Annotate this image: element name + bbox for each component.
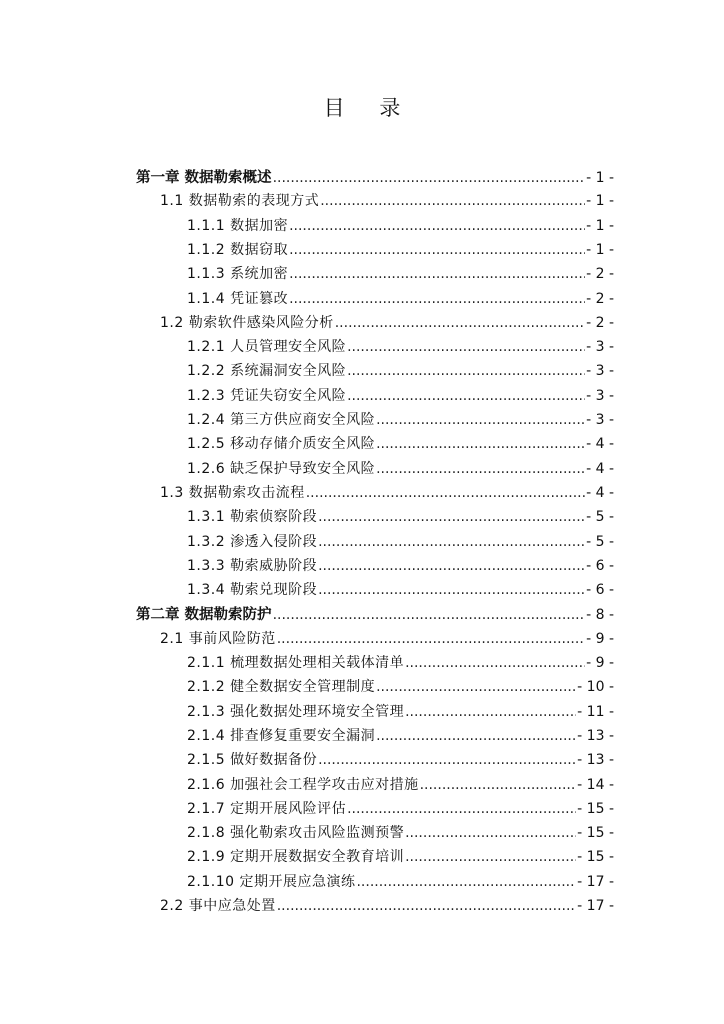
toc-page-number: - 15 - xyxy=(577,825,614,842)
toc-dot-leader xyxy=(405,704,576,720)
toc-entry[interactable] xyxy=(187,239,614,261)
toc-entry-title: 1.1.3 系统加密 xyxy=(187,266,289,283)
toc-entry[interactable] xyxy=(136,603,614,625)
toc-entry-title: 第一章 数据勒索概述 xyxy=(136,170,272,186)
toc-dot-leader xyxy=(277,631,585,647)
toc-dot-leader xyxy=(318,582,585,598)
toc-dot-leader xyxy=(347,801,576,817)
toc-dot-leader xyxy=(420,777,577,793)
toc-entry-title: 2.1.3 强化数据处理环境安全管理 xyxy=(187,703,405,720)
toc-dot-leader xyxy=(405,655,585,671)
toc-dot-leader xyxy=(376,412,585,428)
toc-entry-title: 2.1.1 梳理数据处理相关载体清单 xyxy=(187,655,405,671)
toc-page-number: - 3 - xyxy=(586,412,614,428)
toc-entry-title: 第二章 数据勒索防护 xyxy=(136,607,272,624)
toc-entry[interactable] xyxy=(187,458,614,480)
toc-dot-leader xyxy=(289,291,585,307)
toc-entry-title: 1.3.3 勒索威胁阶段 xyxy=(187,557,318,574)
toc-entry[interactable] xyxy=(187,846,614,868)
toc-page-number: - 5 - xyxy=(586,509,614,526)
toc-page-number: - 2 - xyxy=(586,290,614,307)
toc-entry[interactable] xyxy=(187,701,614,723)
toc-entry[interactable] xyxy=(160,895,614,917)
toc-entry-title: 2.1.5 做好数据备份 xyxy=(187,752,318,769)
toc-dot-leader xyxy=(405,825,576,841)
toc-entry[interactable] xyxy=(187,506,614,528)
toc-dot-leader xyxy=(289,218,585,234)
toc-entry[interactable] xyxy=(187,531,614,553)
toc-page-number: - 9 - xyxy=(586,630,614,647)
toc-page-number: - 15 - xyxy=(577,800,614,817)
toc-entry-title: 2.1.2 健全数据安全管理制度 xyxy=(187,679,376,696)
toc-entry-title: 1.2.4 第三方供应商安全风险 xyxy=(187,412,376,428)
toc-page-number: - 6 - xyxy=(586,582,614,599)
toc-dot-leader xyxy=(335,315,585,331)
toc-page-number: - 3 - xyxy=(586,363,614,380)
toc-dot-leader xyxy=(376,461,585,477)
toc-dot-leader xyxy=(376,728,576,744)
toc-page-number: - 1 - xyxy=(586,241,614,258)
toc-dot-leader xyxy=(306,485,585,501)
toc-entry-title: 1.1.4 凭证篡改 xyxy=(187,290,289,307)
toc-page-number: - 3 - xyxy=(586,339,614,356)
toc-dot-leader xyxy=(347,388,585,404)
page-title: 目 录 xyxy=(323,96,415,120)
toc-entry-title: 1.1.2 数据窃取 xyxy=(187,241,289,258)
toc-page-number: - 1 - xyxy=(586,217,614,234)
toc-entry-title: 1.2 勒索软件感染风险分析 xyxy=(160,314,334,331)
toc-entry[interactable] xyxy=(187,215,614,237)
toc-entry[interactable] xyxy=(187,871,614,893)
toc-dot-leader xyxy=(347,363,585,379)
toc-entry-title: 2.1.7 定期开展风险评估 xyxy=(187,800,347,817)
toc-entry-title: 2.1.10 定期开展应急演练 xyxy=(187,873,356,890)
toc-entry[interactable] xyxy=(187,725,614,747)
toc-entry-title: 1.2.2 系统漏洞安全风险 xyxy=(187,363,347,380)
toc-entry[interactable] xyxy=(187,579,614,601)
toc-dot-leader xyxy=(318,509,585,525)
toc-entry-title: 2.1.4 排查修复重要安全漏洞 xyxy=(187,727,376,744)
toc-dot-leader xyxy=(347,339,585,355)
toc-entry[interactable] xyxy=(187,822,614,844)
toc-entry[interactable] xyxy=(136,166,614,188)
toc-page-number: - 6 - xyxy=(586,557,614,574)
toc-entry[interactable] xyxy=(187,360,614,382)
toc-entry[interactable] xyxy=(187,433,614,455)
toc-page-number: - 13 - xyxy=(577,727,614,744)
toc-entry-title: 1.2.6 缺乏保护导致安全风险 xyxy=(187,460,376,477)
toc-dot-leader xyxy=(289,242,585,258)
toc-entry[interactable] xyxy=(160,482,614,504)
toc-entry-title: 1.1 数据勒索的表现方式 xyxy=(160,193,320,210)
toc-page-number: - 1 - xyxy=(586,193,614,210)
toc-page-number: - 10 - xyxy=(577,679,614,696)
toc-entry[interactable] xyxy=(187,555,614,577)
toc-entry-title: 1.2.3 凭证失窃安全风险 xyxy=(187,387,347,404)
toc-dot-leader xyxy=(318,558,585,574)
toc-entry[interactable] xyxy=(187,385,614,407)
toc-entry-title: 2.1.8 强化勒索攻击风险监测预警 xyxy=(187,825,405,842)
toc-page-number: - 1 - xyxy=(586,170,614,186)
toc-entry[interactable] xyxy=(187,409,614,431)
toc-dot-leader xyxy=(273,170,586,186)
toc-dot-leader xyxy=(318,752,576,768)
toc-page-number: - 2 - xyxy=(586,314,614,331)
toc-entry[interactable] xyxy=(187,749,614,771)
toc-dot-leader xyxy=(277,898,576,914)
toc-dot-leader xyxy=(320,193,585,209)
toc-page-number: - 9 - xyxy=(586,655,614,671)
toc-entry[interactable] xyxy=(187,652,614,674)
toc-page-number: - 13 - xyxy=(577,752,614,769)
toc-dot-leader xyxy=(405,849,576,865)
toc-page-number: - 5 - xyxy=(586,533,614,550)
toc-entry-title: 2.1.9 定期开展数据安全教育培训 xyxy=(187,849,405,866)
toc-page-number: - 17 - xyxy=(577,873,614,890)
toc-page-number: - 4 - xyxy=(586,484,614,501)
toc-entry[interactable] xyxy=(187,263,614,285)
toc-entry-title: 1.2.5 移动存储介质安全风险 xyxy=(187,436,376,453)
toc-entry[interactable] xyxy=(187,774,614,796)
toc-entry[interactable] xyxy=(187,336,614,358)
toc-entry-title: 1.3.2 渗透入侵阶段 xyxy=(187,533,318,550)
toc-dot-leader xyxy=(356,874,576,890)
toc-dot-leader xyxy=(318,534,585,550)
toc-entry-title: 1.2.1 人员管理安全风险 xyxy=(187,339,347,356)
toc-page-number: - 3 - xyxy=(586,387,614,404)
toc-dot-leader xyxy=(376,679,576,695)
toc-page-number: - 4 - xyxy=(586,460,614,477)
toc-entry[interactable] xyxy=(160,190,614,212)
toc-entry-title: 2.1.6 加强社会工程学攻击应对措施 xyxy=(187,776,419,793)
toc-page-number: - 2 - xyxy=(586,266,614,283)
toc-entry-title: 2.2 事中应急处置 xyxy=(160,898,276,914)
toc-page-number: - 17 - xyxy=(577,898,614,914)
toc-entry-title: 1.1.1 数据加密 xyxy=(187,217,289,234)
toc-dot-leader xyxy=(376,436,585,452)
toc-entry-title: 1.3 数据勒索攻击流程 xyxy=(160,484,305,501)
toc-page-number: - 14 - xyxy=(577,776,614,793)
toc-entry-title: 2.1 事前风险防范 xyxy=(160,630,276,647)
toc-dot-leader xyxy=(273,607,586,623)
toc-entry[interactable] xyxy=(187,798,614,820)
toc-page-number: - 8 - xyxy=(586,607,614,624)
toc-entry[interactable] xyxy=(187,288,614,310)
toc-entry[interactable] xyxy=(160,312,614,334)
toc-page-number: - 15 - xyxy=(577,849,614,866)
toc-entry[interactable] xyxy=(160,628,614,650)
toc-entry-title: 1.3.1 勒索侦察阶段 xyxy=(187,509,318,526)
toc-entry-title: 1.3.4 勒索兑现阶段 xyxy=(187,582,318,599)
toc-page-number: - 4 - xyxy=(586,436,614,453)
toc-dot-leader xyxy=(289,266,585,282)
toc-page-number: - 11 - xyxy=(577,703,614,720)
toc-entry[interactable] xyxy=(187,676,614,698)
